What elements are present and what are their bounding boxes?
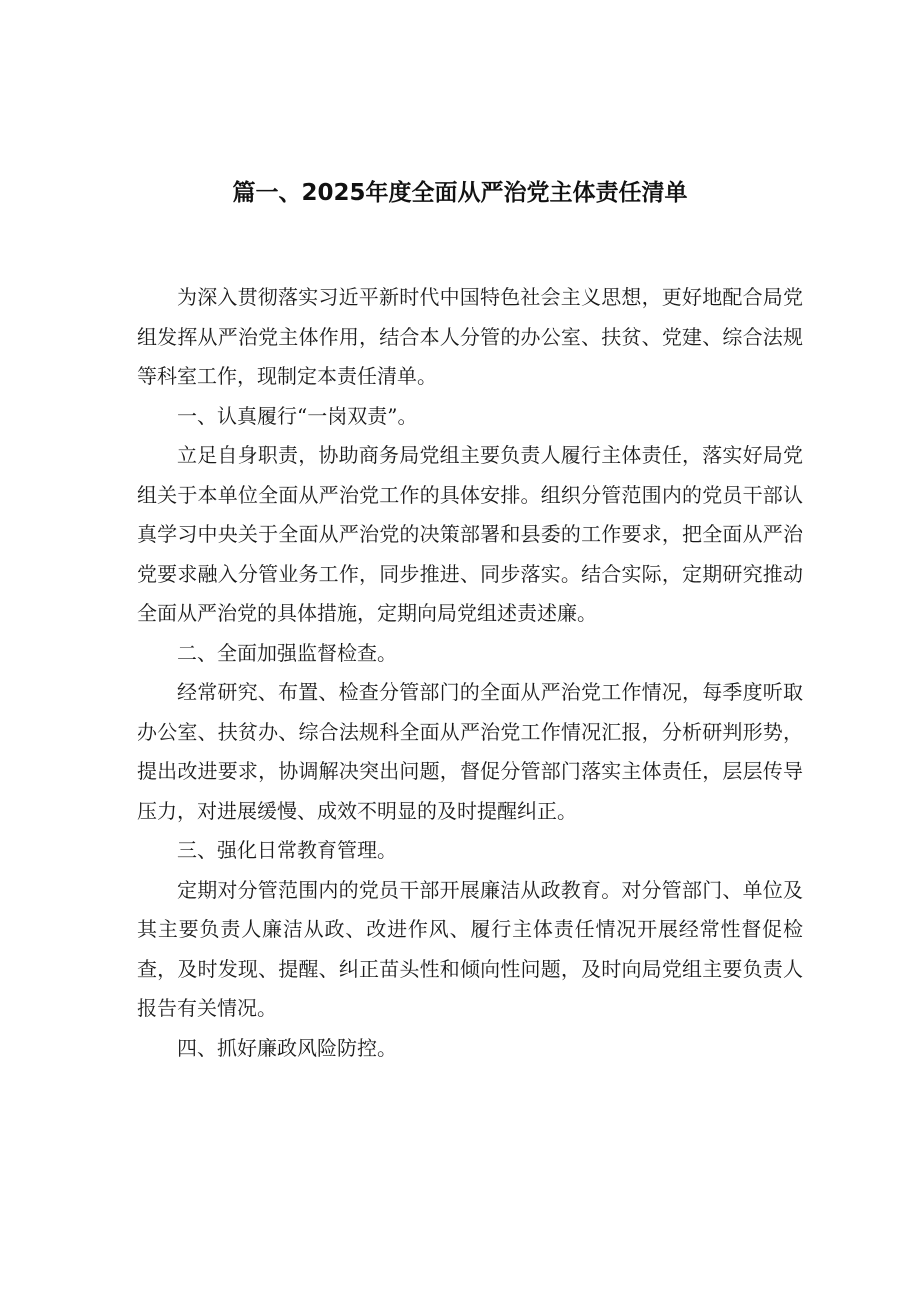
section-heading-4: 四、抓好廉政风险防控。	[177, 1035, 397, 1060]
section-heading-3: 三、强化日常教育管理。	[177, 838, 397, 862]
section-paragraph-2: 经常研究、布置、检查分管部门的全面从严治党工作情况，每季度听取办公室、扶贫办、综合法规科全面从严治党工作情况汇报，分析研判形势，提出改进要求，协调解决突出问题，督促分管部门落实主体责任，层层传导压力，对进展缓慢、成效不明显的及时提醒纠正。	[137, 680, 803, 823]
document-title: 篇一、2025年度全面从严治党主体责任清单	[232, 180, 688, 206]
section-heading-1: 一、认真履行“一岗双责”。	[177, 403, 418, 428]
section-heading-2: 二、全面加强监督检查。	[177, 640, 397, 665]
section-paragraph-1: 立足自身职责，协助商务局党组主要负责人履行主体责任，落实好局党组关于本单位全面从严治党工作的具体安排。组织分管范围内的党员干部认真学习中央关于全面从严治党的决策部署和县委的工作要求，把全面从严治党要求融入分管业务工作，同步推进、同步落实。结合实际，定期研究推动全面从严治党的具体措施，定期向局党组述责述廉。	[137, 443, 803, 625]
intro-paragraph: 为深入贯彻落实习近平新时代中国特色社会主义思想，更好地配合局党组发挥从严治党主体作用，结合本人分管的办公室、扶贫、党建、综合法规等科室工作，现制定本责任清单。	[137, 285, 803, 388]
section-paragraph-3: 定期对分管范围内的党员干部开展廉洁从政教育。对分管部门、单位及其主要负责人廉洁从政、改进作风、履行主体责任情况开展经常性督促检查，及时发现、提醒、纠正苗头性和倾向性问题，及时向局党组主要负责人报告有关情况。	[137, 877, 803, 1020]
document-body	[137, 278, 803, 1068]
